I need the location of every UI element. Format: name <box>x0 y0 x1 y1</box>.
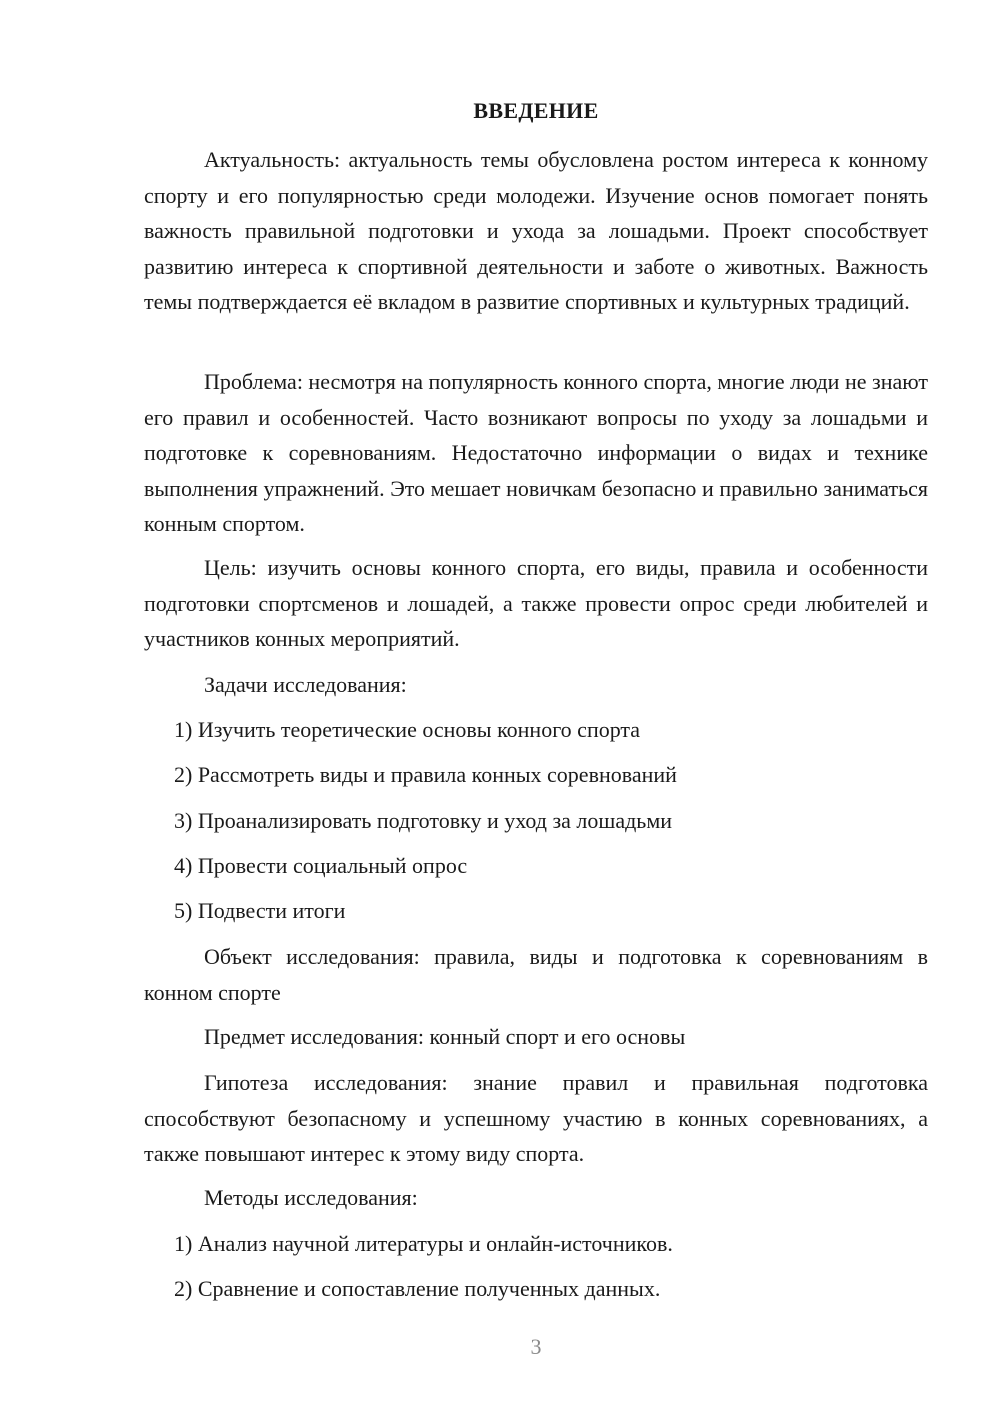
tasks-heading: Задачи исследования: <box>204 672 407 697</box>
object-paragraph: Объект исследования: правила, виды и подготовка к соревнованиям в конном спорте <box>144 944 928 1005</box>
task-item: 4) Провести социальный опрос <box>174 853 468 878</box>
method-item: 2) Сравнение и сопоставление полученных данных. <box>174 1276 661 1301</box>
page-number: 3 <box>530 1334 542 1359</box>
goal-paragraph: Цель: изучить основы конного спорта, его виды, правила и особенности подготовки спортсменов и лошадей, а также провести опрос среди любителей и участников конных мероприятий. <box>144 555 928 651</box>
task-item: 5) Подвести итоги <box>174 898 346 923</box>
section-title: ВВЕДЕНИЕ <box>473 98 599 123</box>
methods-heading: Методы исследования: <box>204 1185 418 1210</box>
task-item: 3) Проанализировать подготовку и уход за лошадьми <box>174 808 673 833</box>
subject-paragraph: Предмет исследования: конный спорт и его основы <box>204 1024 686 1049</box>
method-item: 1) Анализ научной литературы и онлайн-источников. <box>174 1231 673 1256</box>
task-item: 1) Изучить теоретические основы конного спорта <box>174 717 641 742</box>
problem-paragraph: Проблема: несмотря на популярность конного спорта, многие люди не знают его правил и особенностей. Часто возникают вопросы по уходу за лошадьми и подготовке к соревнованиям. Недостаточно информации о видах и технике выполнения упражнений. Это мешает новичкам безопасно и правильно заниматься конным спортом. <box>144 369 928 536</box>
relevance-paragraph: Актуальность: актуальность темы обусловлена ростом интереса к конному спорту и его популярностью среди молодежи. Изучение основ помогает понять важность правильной подготовки и ухода за лошадьми. Проект способствует развитию интереса к спортивной деятельности и заботе о животных. Важность темы подтверждается её вкладом в развитие спортивных и культурных традиций. <box>144 147 928 314</box>
hypothesis-paragraph: Гипотеза исследования: знание правил и правильная подготовка способствуют безопасному и успешному участию в конных соревнованиях, а также повышают интерес к этому виду спорта. <box>144 1070 928 1166</box>
task-item: 2) Рассмотреть виды и правила конных соревнований <box>174 762 677 787</box>
